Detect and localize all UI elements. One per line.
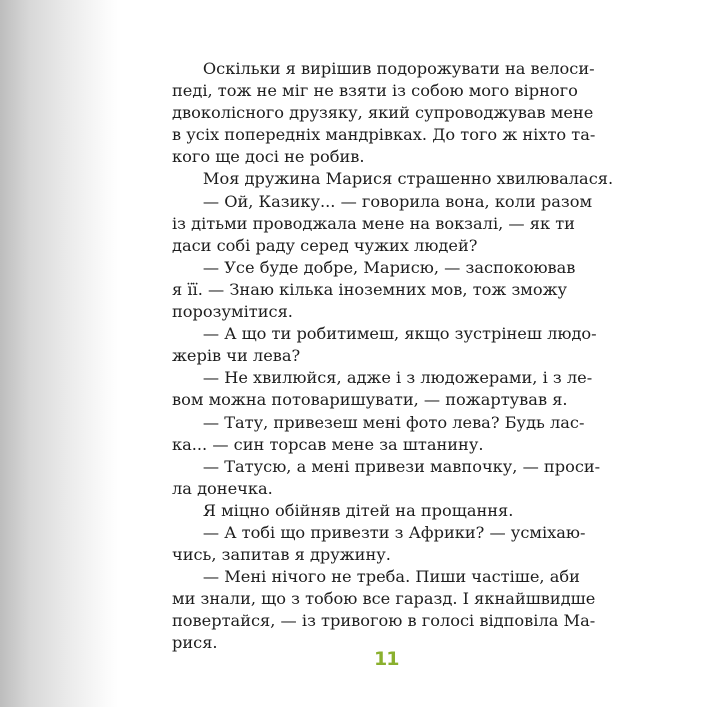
text-line: вом можна потоваришувати, — пожартував я. <box>172 390 568 410</box>
text-line: двоколісного друзяку, який супроводжував мене <box>172 103 594 123</box>
text-line: Моя дружина Марися страшенно хвилювалася. <box>172 169 614 189</box>
text-line: — А тобі що привезти з Африки? — усміхаю- <box>172 522 586 542</box>
text-line: ла донечка. <box>172 478 273 498</box>
text-line: — Ой, Казику... — говорила вона, коли разом <box>172 191 593 211</box>
text-line: кого ще досі не робив. <box>172 147 365 167</box>
text-line: — Тату, привезеш мені фото лева? Будь лас- <box>172 412 585 432</box>
text-line: — Мені нічого не треба. Пиши частіше, аби <box>172 567 580 587</box>
text-line: ка... — син торсав мене за штанину. <box>172 434 484 454</box>
text-line: педі, тож не міг не взяти із собою мого вірного <box>172 81 578 101</box>
text-line: — Усе буде добре, Марисю, — заспокоював <box>172 257 576 277</box>
text-line: в усіх попередніх мандрівках. До того ж ніхто та- <box>172 125 596 145</box>
text-line: Я міцно обійняв дітей на прощання. <box>172 500 514 520</box>
text-line: ми знали, що з тобою все гаразд. І якнайшвидше <box>172 589 596 609</box>
text-line: порозумітися. <box>172 302 293 322</box>
text-line: — А що ти робитимеш, якщо зустрінеш людо- <box>172 324 597 344</box>
text-line: із дітьми проводжала мене на вокзалі, — як ти <box>172 213 575 233</box>
book-spine-shadow <box>0 0 118 707</box>
text-line: — Не хвилюйся, адже і з людожерами, і з ле- <box>172 368 593 388</box>
text-line: Оскільки я вирішив подорожувати на велоси- <box>172 59 595 78</box>
text-line: повертайся, — із тривогою в голосі відповіла Ма- <box>172 611 596 631</box>
text-line: — Татусю, а мені привези мавпочку, — проси- <box>172 456 601 476</box>
page-number: 11 <box>374 648 399 670</box>
text-line: я її. — Знаю кілька іноземних мов, тож зможу <box>172 279 568 299</box>
text-line: жерів чи лева? <box>172 346 301 366</box>
text-line: рися. <box>172 633 218 653</box>
body-text <box>172 58 614 655</box>
text-line: чись, запитав я дружину. <box>172 545 391 565</box>
text-line: даси собі раду серед чужих людей? <box>172 235 478 255</box>
